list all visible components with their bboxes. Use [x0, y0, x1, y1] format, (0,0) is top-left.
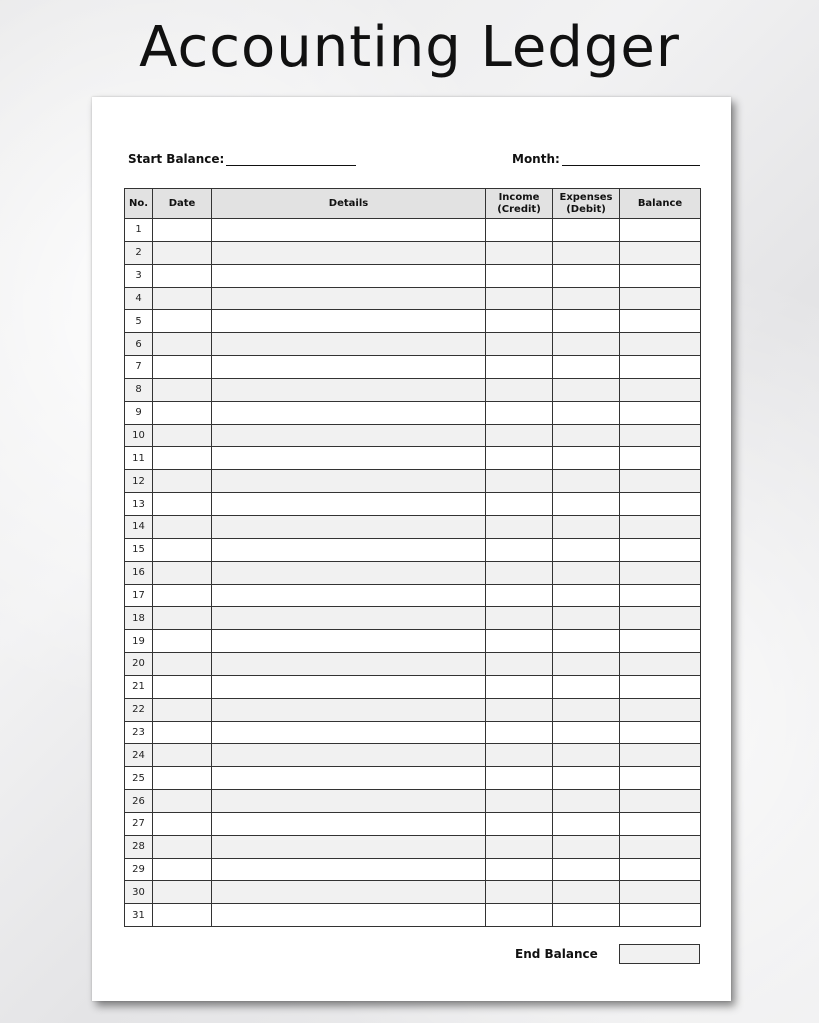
- income-cell[interactable]: [486, 333, 553, 356]
- date-cell[interactable]: [153, 790, 212, 813]
- details-cell[interactable]: [212, 790, 486, 813]
- details-cell[interactable]: [212, 470, 486, 493]
- table-row: [125, 698, 701, 721]
- details-cell[interactable]: [212, 904, 486, 927]
- income-cell[interactable]: [486, 424, 553, 447]
- balance-cell[interactable]: [620, 858, 701, 881]
- table-row: [125, 424, 701, 447]
- end-balance-label: End Balance: [515, 947, 598, 961]
- expenses-cell[interactable]: [553, 584, 620, 607]
- expenses-cell[interactable]: [553, 470, 620, 493]
- details-cell[interactable]: [212, 538, 486, 561]
- balance-cell[interactable]: [620, 470, 701, 493]
- balance-cell[interactable]: [620, 447, 701, 470]
- expenses-cell[interactable]: [553, 653, 620, 676]
- expenses-cell[interactable]: [553, 356, 620, 379]
- expenses-cell[interactable]: [553, 698, 620, 721]
- expenses-cell[interactable]: [553, 790, 620, 813]
- income-cell[interactable]: [486, 721, 553, 744]
- table-row: [125, 653, 701, 676]
- date-cell[interactable]: [153, 356, 212, 379]
- date-cell[interactable]: [153, 904, 212, 927]
- details-cell[interactable]: [212, 744, 486, 767]
- details-cell[interactable]: [212, 653, 486, 676]
- table-row: [125, 607, 701, 630]
- balance-cell[interactable]: [620, 744, 701, 767]
- date-cell[interactable]: [153, 287, 212, 310]
- table-row: [125, 561, 701, 584]
- details-cell[interactable]: [212, 812, 486, 835]
- balance-cell[interactable]: [620, 881, 701, 904]
- row-number-cell: 8: [125, 378, 153, 401]
- details-cell[interactable]: [212, 378, 486, 401]
- expenses-cell[interactable]: [553, 241, 620, 264]
- table-row: [125, 287, 701, 310]
- row-number-cell: 20: [125, 653, 153, 676]
- income-cell[interactable]: [486, 310, 553, 333]
- income-cell[interactable]: [486, 675, 553, 698]
- row-number-cell: 3: [125, 264, 153, 287]
- table-row: [125, 333, 701, 356]
- details-cell[interactable]: [212, 767, 486, 790]
- expenses-cell[interactable]: [553, 744, 620, 767]
- row-number-cell: 18: [125, 607, 153, 630]
- header-income-line1: Income: [498, 191, 540, 203]
- expenses-cell[interactable]: [553, 630, 620, 653]
- income-cell[interactable]: [486, 698, 553, 721]
- table-row: [125, 515, 701, 538]
- row-number-cell: 12: [125, 470, 153, 493]
- table-row: [125, 812, 701, 835]
- ledger-table: [124, 188, 701, 927]
- ledger-sheet: [92, 97, 731, 1001]
- table-row: [125, 241, 701, 264]
- date-cell[interactable]: [153, 538, 212, 561]
- details-cell[interactable]: [212, 401, 486, 424]
- table-row: [125, 904, 701, 927]
- details-cell[interactable]: [212, 241, 486, 264]
- header-income: [486, 189, 553, 219]
- date-cell[interactable]: [153, 333, 212, 356]
- table-header-row: [125, 189, 701, 219]
- balance-cell[interactable]: [620, 424, 701, 447]
- row-number-cell: 9: [125, 401, 153, 424]
- income-cell[interactable]: [486, 287, 553, 310]
- balance-cell[interactable]: [620, 287, 701, 310]
- date-cell[interactable]: [153, 812, 212, 835]
- expenses-cell[interactable]: [553, 675, 620, 698]
- expenses-cell[interactable]: [553, 607, 620, 630]
- row-number-cell: 23: [125, 721, 153, 744]
- table-row: [125, 790, 701, 813]
- table-row: [125, 881, 701, 904]
- row-number-cell: 17: [125, 584, 153, 607]
- table-row: [125, 835, 701, 858]
- balance-cell[interactable]: [620, 767, 701, 790]
- row-number-cell: 10: [125, 424, 153, 447]
- row-number-cell: 24: [125, 744, 153, 767]
- expenses-cell[interactable]: [553, 287, 620, 310]
- balance-cell[interactable]: [620, 607, 701, 630]
- expenses-cell[interactable]: [553, 424, 620, 447]
- row-number-cell: 5: [125, 310, 153, 333]
- date-cell[interactable]: [153, 744, 212, 767]
- table-row: [125, 721, 701, 744]
- expenses-cell[interactable]: [553, 721, 620, 744]
- balance-cell[interactable]: [620, 241, 701, 264]
- expenses-cell[interactable]: [553, 493, 620, 516]
- table-row: [125, 401, 701, 424]
- header-date: Date: [153, 189, 212, 219]
- details-cell[interactable]: [212, 881, 486, 904]
- income-cell[interactable]: [486, 858, 553, 881]
- row-number-cell: 15: [125, 538, 153, 561]
- income-cell[interactable]: [486, 401, 553, 424]
- details-cell[interactable]: [212, 630, 486, 653]
- date-cell[interactable]: [153, 470, 212, 493]
- date-cell[interactable]: [153, 767, 212, 790]
- income-cell[interactable]: [486, 447, 553, 470]
- row-number-cell: 29: [125, 858, 153, 881]
- table-row: [125, 356, 701, 379]
- date-cell[interactable]: [153, 219, 212, 242]
- expenses-cell[interactable]: [553, 881, 620, 904]
- income-cell[interactable]: [486, 630, 553, 653]
- date-cell[interactable]: [153, 858, 212, 881]
- month-field: [512, 151, 700, 166]
- balance-cell[interactable]: [620, 401, 701, 424]
- header-expenses-line2: (Debit): [566, 203, 606, 215]
- details-cell[interactable]: [212, 675, 486, 698]
- row-number-cell: 25: [125, 767, 153, 790]
- end-balance-box[interactable]: [619, 944, 700, 964]
- income-cell[interactable]: [486, 241, 553, 264]
- date-cell[interactable]: [153, 653, 212, 676]
- row-number-cell: 22: [125, 698, 153, 721]
- expenses-cell[interactable]: [553, 835, 620, 858]
- row-number-cell: 19: [125, 630, 153, 653]
- balance-cell[interactable]: [620, 584, 701, 607]
- expenses-cell[interactable]: [553, 333, 620, 356]
- income-cell[interactable]: [486, 653, 553, 676]
- details-cell[interactable]: [212, 264, 486, 287]
- header-expenses-line1: Expenses: [559, 191, 613, 203]
- expenses-cell[interactable]: [553, 401, 620, 424]
- income-cell[interactable]: [486, 378, 553, 401]
- details-cell[interactable]: [212, 515, 486, 538]
- expenses-cell[interactable]: [553, 378, 620, 401]
- date-cell[interactable]: [153, 630, 212, 653]
- date-cell[interactable]: [153, 675, 212, 698]
- row-number-cell: 14: [125, 515, 153, 538]
- details-cell[interactable]: [212, 698, 486, 721]
- start-balance-field: [128, 151, 356, 166]
- row-number-cell: 7: [125, 356, 153, 379]
- income-cell[interactable]: [486, 264, 553, 287]
- expenses-cell[interactable]: [553, 538, 620, 561]
- details-cell[interactable]: [212, 287, 486, 310]
- date-cell[interactable]: [153, 241, 212, 264]
- date-cell[interactable]: [153, 515, 212, 538]
- date-cell[interactable]: [153, 310, 212, 333]
- header-no: No.: [125, 189, 153, 219]
- header-balance: Balance: [620, 189, 701, 219]
- balance-cell[interactable]: [620, 675, 701, 698]
- balance-cell[interactable]: [620, 356, 701, 379]
- header-details: Details: [212, 189, 486, 219]
- balance-cell[interactable]: [620, 835, 701, 858]
- balance-cell[interactable]: [620, 310, 701, 333]
- row-number-cell: 27: [125, 812, 153, 835]
- income-cell[interactable]: [486, 607, 553, 630]
- date-cell[interactable]: [153, 835, 212, 858]
- row-number-cell: 6: [125, 333, 153, 356]
- table-row: [125, 378, 701, 401]
- table-row: [125, 447, 701, 470]
- row-number-cell: 26: [125, 790, 153, 813]
- expenses-cell[interactable]: [553, 812, 620, 835]
- ledger-body: [125, 219, 701, 927]
- table-row: [125, 744, 701, 767]
- balance-cell[interactable]: [620, 904, 701, 927]
- row-number-cell: 31: [125, 904, 153, 927]
- income-cell[interactable]: [486, 812, 553, 835]
- balance-cell[interactable]: [620, 721, 701, 744]
- details-cell[interactable]: [212, 333, 486, 356]
- balance-cell[interactable]: [620, 812, 701, 835]
- date-cell[interactable]: [153, 264, 212, 287]
- date-cell[interactable]: [153, 424, 212, 447]
- table-row: [125, 219, 701, 242]
- row-number-cell: 11: [125, 447, 153, 470]
- table-row: [125, 584, 701, 607]
- income-cell[interactable]: [486, 356, 553, 379]
- income-cell[interactable]: [486, 767, 553, 790]
- row-number-cell: 2: [125, 241, 153, 264]
- expenses-cell[interactable]: [553, 561, 620, 584]
- details-cell[interactable]: [212, 356, 486, 379]
- expenses-cell[interactable]: [553, 219, 620, 242]
- balance-cell[interactable]: [620, 790, 701, 813]
- income-cell[interactable]: [486, 744, 553, 767]
- details-cell[interactable]: [212, 219, 486, 242]
- row-number-cell: 4: [125, 287, 153, 310]
- balance-cell[interactable]: [620, 653, 701, 676]
- table-row: [125, 310, 701, 333]
- table-row: [125, 470, 701, 493]
- header-expenses: [553, 189, 620, 219]
- date-cell[interactable]: [153, 881, 212, 904]
- table-row: [125, 630, 701, 653]
- date-cell[interactable]: [153, 561, 212, 584]
- date-cell[interactable]: [153, 447, 212, 470]
- header-income-line2: (Credit): [497, 203, 541, 215]
- balance-cell[interactable]: [620, 630, 701, 653]
- row-number-cell: 30: [125, 881, 153, 904]
- income-cell[interactable]: [486, 538, 553, 561]
- month-input-line[interactable]: [562, 151, 700, 166]
- income-cell[interactable]: [486, 881, 553, 904]
- date-cell[interactable]: [153, 401, 212, 424]
- details-cell[interactable]: [212, 447, 486, 470]
- details-cell[interactable]: [212, 607, 486, 630]
- balance-cell[interactable]: [620, 493, 701, 516]
- table-row: [125, 538, 701, 561]
- row-number-cell: 28: [125, 835, 153, 858]
- income-cell[interactable]: [486, 493, 553, 516]
- expenses-cell[interactable]: [553, 264, 620, 287]
- income-cell[interactable]: [486, 835, 553, 858]
- balance-cell[interactable]: [620, 538, 701, 561]
- row-number-cell: 1: [125, 219, 153, 242]
- balance-cell[interactable]: [620, 333, 701, 356]
- details-cell[interactable]: [212, 424, 486, 447]
- income-cell[interactable]: [486, 470, 553, 493]
- row-number-cell: 21: [125, 675, 153, 698]
- details-cell[interactable]: [212, 858, 486, 881]
- details-cell[interactable]: [212, 721, 486, 744]
- expenses-cell[interactable]: [553, 447, 620, 470]
- details-cell[interactable]: [212, 561, 486, 584]
- details-cell[interactable]: [212, 584, 486, 607]
- table-row: [125, 858, 701, 881]
- table-row: [125, 493, 701, 516]
- expenses-cell[interactable]: [553, 515, 620, 538]
- expenses-cell[interactable]: [553, 858, 620, 881]
- balance-cell[interactable]: [620, 378, 701, 401]
- date-cell[interactable]: [153, 584, 212, 607]
- row-number-cell: 13: [125, 493, 153, 516]
- table-row: [125, 264, 701, 287]
- details-cell[interactable]: [212, 835, 486, 858]
- page-title: Accounting Ledger: [139, 15, 680, 80]
- details-cell[interactable]: [212, 493, 486, 516]
- income-cell[interactable]: [486, 515, 553, 538]
- row-number-cell: 16: [125, 561, 153, 584]
- details-cell[interactable]: [212, 310, 486, 333]
- balance-cell[interactable]: [620, 515, 701, 538]
- date-cell[interactable]: [153, 607, 212, 630]
- income-cell[interactable]: [486, 561, 553, 584]
- date-cell[interactable]: [153, 698, 212, 721]
- start-balance-label: Start Balance:: [128, 152, 225, 166]
- balance-cell[interactable]: [620, 264, 701, 287]
- income-cell[interactable]: [486, 904, 553, 927]
- month-label: Month:: [512, 152, 560, 166]
- table-row: [125, 675, 701, 698]
- date-cell[interactable]: [153, 378, 212, 401]
- date-cell[interactable]: [153, 721, 212, 744]
- balance-cell[interactable]: [620, 698, 701, 721]
- expenses-cell[interactable]: [553, 310, 620, 333]
- balance-cell[interactable]: [620, 219, 701, 242]
- expenses-cell[interactable]: [553, 767, 620, 790]
- income-cell[interactable]: [486, 219, 553, 242]
- income-cell[interactable]: [486, 790, 553, 813]
- date-cell[interactable]: [153, 493, 212, 516]
- start-balance-input-line[interactable]: [226, 151, 356, 166]
- balance-cell[interactable]: [620, 561, 701, 584]
- expenses-cell[interactable]: [553, 904, 620, 927]
- income-cell[interactable]: [486, 584, 553, 607]
- table-row: [125, 767, 701, 790]
